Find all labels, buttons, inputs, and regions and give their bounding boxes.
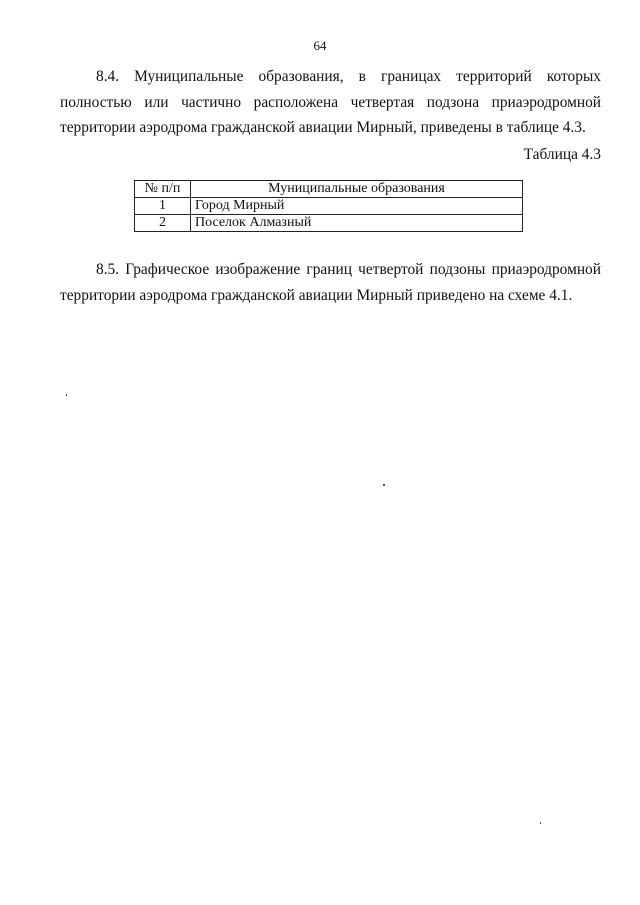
- table-cell-number: 2: [135, 215, 191, 232]
- table-header-municipality: Муниципальные образования: [191, 181, 523, 198]
- paragraph-8-4: [60, 64, 601, 141]
- scan-speck: [540, 822, 541, 824]
- paragraph-8-4-line-2: полностью или частично расположена четвертая подзона приаэродромной: [60, 93, 601, 111]
- table-header-row: [135, 181, 523, 198]
- paragraph-8-5: [60, 257, 601, 308]
- scan-speck: [66, 394, 67, 396]
- table-cell-municipality: Поселок Алмазный: [191, 215, 523, 232]
- paragraph-8-4-line-3: территории аэродрома гражданской авиации Мирный, приведены в таблице 4.3.: [60, 119, 586, 136]
- table-row: [135, 215, 523, 232]
- page-number: 64: [313, 38, 327, 53]
- paragraph-8-5-line-1: 8.5. Графическое изображение границ четвертой подзоны приаэродромной: [96, 261, 601, 278]
- paragraph-8-4-line-1: 8.4. Муниципальные образования, в границах территорий которых: [96, 68, 601, 85]
- scan-speck: [383, 484, 385, 486]
- table-caption: Таблица 4.3: [523, 146, 601, 163]
- table-header-number: № п/п: [135, 181, 191, 198]
- table-cell-municipality: Город Мирный: [191, 198, 523, 215]
- municipalities-table: [134, 180, 523, 232]
- table-row: [135, 198, 523, 215]
- table-cell-number: 1: [135, 198, 191, 215]
- paragraph-8-5-line-2: территории аэродрома гражданской авиации Мирный приведено на схеме 4.1.: [60, 286, 573, 304]
